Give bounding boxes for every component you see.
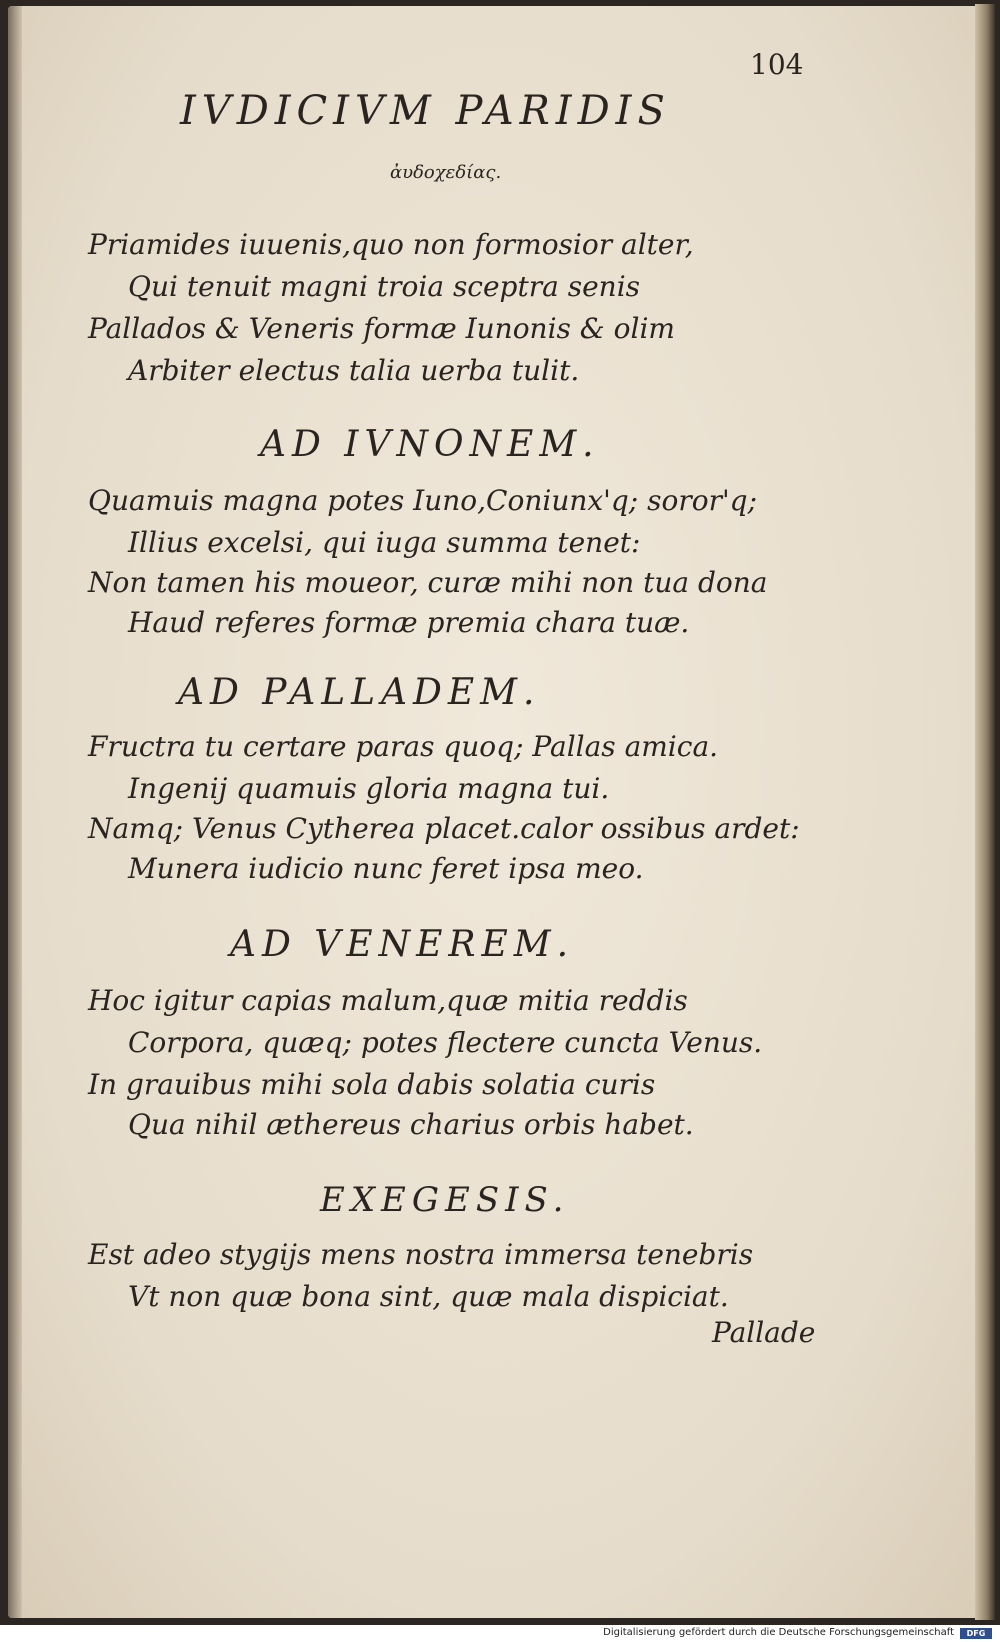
verse-line: Qui tenuit magni troia sceptra senis — [128, 270, 641, 303]
section-heading: AD PALLADEM. — [178, 672, 541, 713]
verse-line: Priamides iuuenis,quo non formosior alter, — [88, 228, 694, 261]
greek-subtitle: ἀυδοχεδίας. — [390, 162, 502, 183]
verse-line: Namq; Venus Cytherea placet.calor ossibus ardet: — [88, 812, 800, 845]
page-number: 104 — [750, 48, 804, 81]
verse-line: In grauibus mihi sola dabis solatia curis — [88, 1068, 656, 1101]
verse-line: Ingenij quamuis gloria magna tui. — [128, 772, 610, 805]
page-edge — [975, 4, 995, 1620]
verse-line: Haud referes formæ premia chara tuæ. — [128, 606, 690, 639]
verse-line: Hoc igitur capias malum,quæ mitia reddis — [88, 984, 688, 1017]
verse-line: Quamuis magna potes Iuno,Coniunx'q; soror'q; — [88, 484, 758, 517]
verse-line: Corpora, quæq; potes flectere cuncta Venus. — [128, 1026, 763, 1059]
section-heading: AD IVNONEM. — [260, 424, 600, 465]
verse-line: Fructra tu certare paras quoq; Pallas amica. — [88, 730, 719, 763]
verse-line: Illius excelsi, qui iuga summa tenet: — [128, 526, 641, 559]
verse-line: Qua nihil æthereus charius orbis habet. — [128, 1108, 694, 1141]
catchword: Pallade — [712, 1316, 816, 1349]
digitization-credit: Digitalisierung gefördert durch die Deutsche Forschungsgemeinschaft — [603, 1627, 954, 1638]
section-heading: EXEGESIS. — [320, 1180, 570, 1220]
page-title: IVDICIVM PARIDIS — [180, 88, 671, 134]
verse-line: Pallados & Veneris formæ Iunonis & olim — [88, 312, 675, 345]
page-gutter — [8, 6, 22, 1618]
section-heading: AD VENEREM. — [230, 924, 575, 965]
dfg-logo: DFG — [960, 1628, 992, 1639]
verse-line: Non tamen his moueor, curæ mihi non tua dona — [88, 566, 768, 599]
verse-line: Vt non quæ bona sint, quæ mala dispiciat. — [128, 1280, 729, 1313]
verse-line: Arbiter electus talia uerba tulit. — [128, 354, 580, 387]
verse-line: Est adeo stygijs mens nostra immersa tenebris — [88, 1238, 754, 1271]
verse-line: Munera iudicio nunc feret ipsa meo. — [128, 852, 644, 885]
